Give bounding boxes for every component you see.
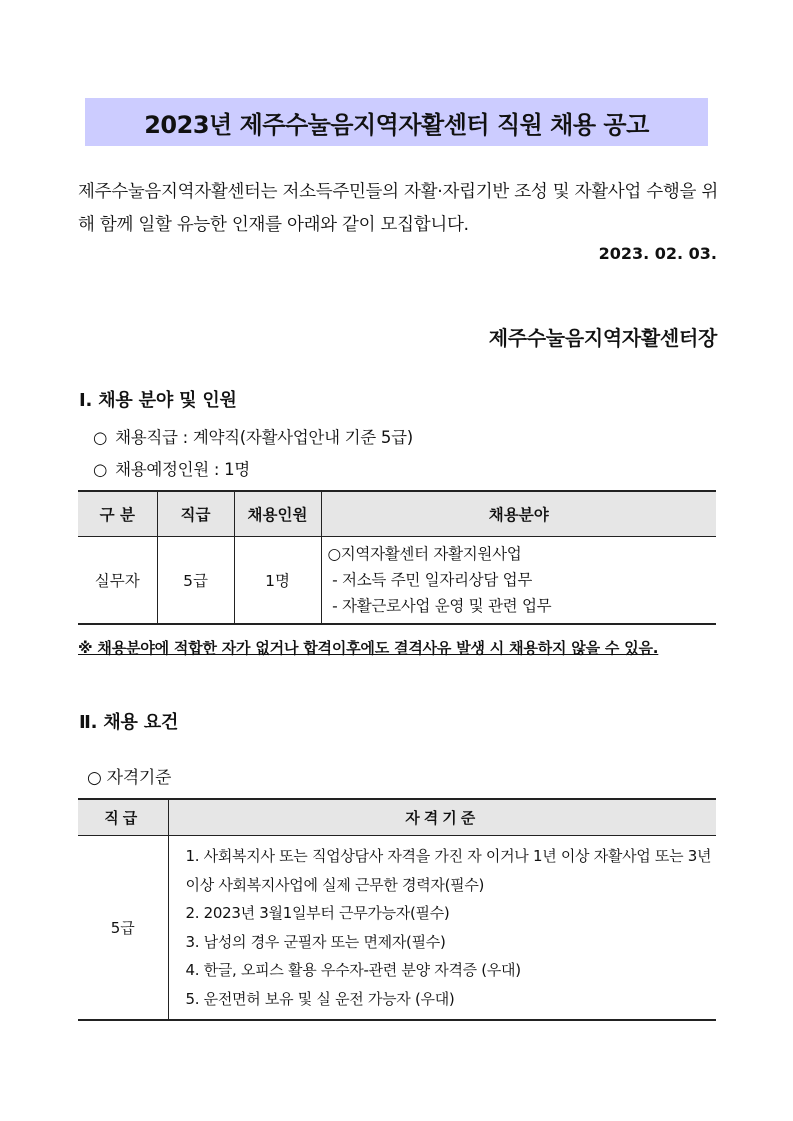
criteria-item: 5. 운전면허 보유 및 실 운전 가능자 (우대) [185,989,455,1008]
header-grade: 직급 [157,491,234,537]
recruitment-table [78,490,716,625]
header-criteria: 자격기준 [168,799,716,836]
intro-paragraph: 제주수눌음지역자활센터는 저소득주민들의 자활·자립기반 조성 및 자활사업 수행을 위해 함께 일할 유능한 인재를 아래와 같이 모집합니다. [78,182,718,235]
announcement-title [85,98,708,146]
criteria-item: 1. 사회복지사 또는 직업상담사 자격을 가진 자 이거나 1년 이상 자활사업 또는 3년이상 사회복지사업에 실제 근무한 경력자(필수) [185,847,712,894]
criteria-item: 2. 2023년 3월1일부터 근무가능자(필수) [185,904,450,922]
table-row [78,537,716,625]
header-grade: 직급 [78,799,168,836]
field-line: - 자활근로사업 운영 및 관련 업무 [327,597,552,615]
disqualification-note: ※ 채용분야에 적합한 자가 없거나 합격이후에도 결격사유 발생 시 채용하지 않을 수 있음. [78,639,659,657]
cell-grade: 5급 [157,537,234,625]
table-header-row [78,799,716,836]
signer-name: 제주수눌음지역자활센터장 [488,326,717,350]
header-count: 채용인원 [234,491,321,537]
criteria-item: 3. 남성의 경우 군필자 또는 면제자(필수) [185,932,446,951]
qualification-subheading: ○ 자격기준 [87,768,172,788]
criteria-item: 4. 한글, 오피스 활용 우수자-관련 분양 자격증 (우대) [185,961,521,979]
announcement-date: 2023. 02. 03. [598,244,717,263]
header-category: 구 분 [78,491,157,537]
bullet-symbol: ○ [93,428,108,447]
bullet-symbol: ○ [93,460,108,479]
qualification-table [78,798,716,1021]
field-line: ○지역자활센터 자활지원사업 [327,545,522,563]
table-header-row [78,491,716,537]
section1-heading: Ⅰ. 채용 분야 및 인원 [79,390,237,411]
bullet-text: 채용예정인원 : 1명 [115,460,250,479]
bullet-headcount [93,456,250,480]
header-field: 채용분야 [321,491,716,537]
title-text: 2023년 제주수눌음지역자활센터 직원 채용 공고 [144,110,649,139]
table-row [78,836,716,1021]
cell-field [321,537,716,625]
section2-heading: Ⅱ. 채용 요건 [79,712,179,733]
cell-grade: 5급 [78,836,168,1021]
cell-criteria [168,836,716,1021]
bullet-position-grade [93,424,413,448]
cell-count: 1명 [234,537,321,625]
field-line: - 저소득 주민 일자리상담 업무 [327,571,533,589]
bullet-text: 채용직급 : 계약직(자활사업안내 기준 5급) [115,428,413,447]
cell-category: 실무자 [78,537,157,625]
